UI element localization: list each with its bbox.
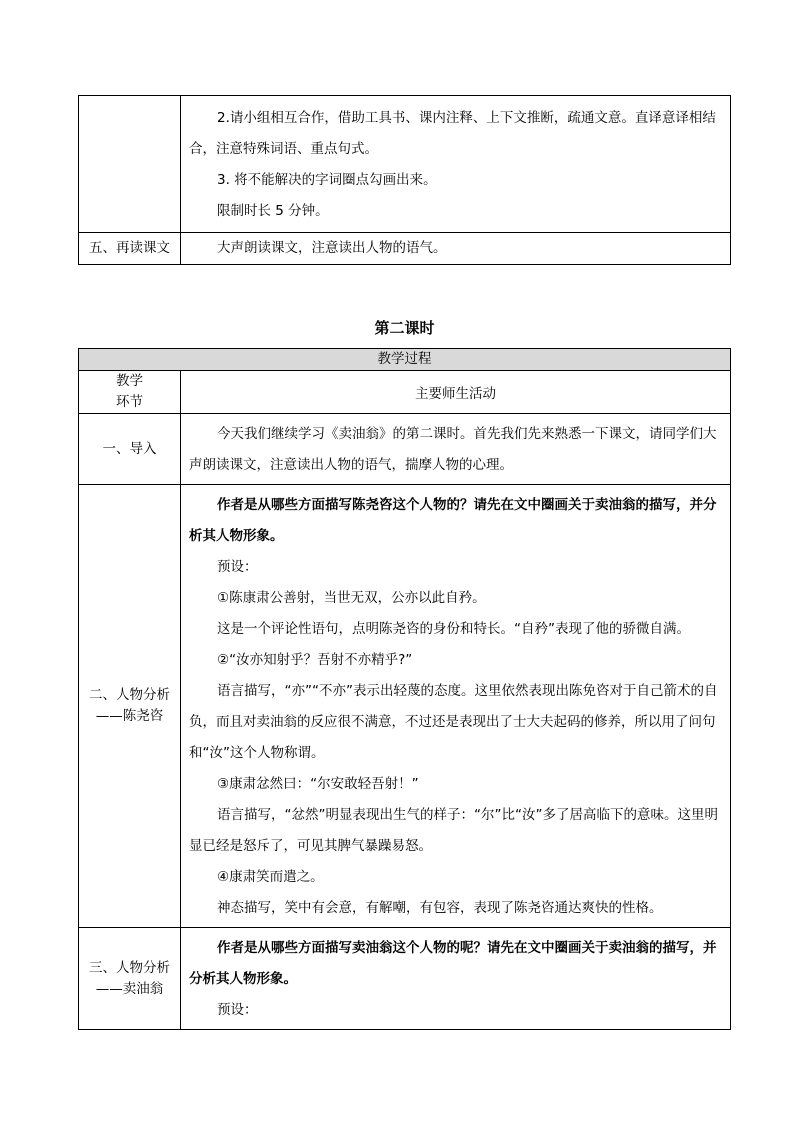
- header-stage-line: 教学: [116, 373, 143, 389]
- activity-cell: [181, 485, 731, 928]
- paragraph: 限制时长 5 分钟。: [217, 203, 329, 219]
- activity-cell: [181, 414, 731, 485]
- stage-label: [79, 928, 181, 1030]
- band-title: 教学过程: [79, 349, 731, 371]
- stage-label: 五、再读课文: [79, 233, 181, 265]
- header-stage: [79, 371, 181, 414]
- stage-label-line: ——陈尧咨: [95, 708, 164, 724]
- activity-cell: [181, 233, 731, 265]
- preset-label: 预设：: [217, 559, 258, 575]
- table-row: [79, 96, 731, 233]
- question: 作者是从哪些方面描写陈尧咨这个人物的？请先在文中圈画关于卖油翁的描写，并分析其人物形象。: [189, 497, 717, 544]
- header-activities: 主要师生活动: [181, 371, 731, 414]
- paragraph: 今天我们继续学习《卖油翁》的第二课时。首先我们先来熟悉一下课文，请同学们大声朗读课文，注意读出人物的语气，揣摩人物的心理。: [189, 426, 717, 473]
- stage-cell-empty: [79, 96, 181, 233]
- paragraph: 3. 将不能解决的字词圈点勾画出来。: [217, 172, 437, 188]
- paragraph: 这是一个评论性语句，点明陈尧咨的身份和特长。“自矜”表现了他的骄微自满。: [217, 621, 690, 637]
- table-row: [79, 928, 731, 1030]
- paragraph: ④康肃笑而遣之。: [217, 869, 324, 885]
- stage-label: 一、导入: [79, 414, 181, 485]
- paragraph: 2.请小组相互合作，借助工具书、课内注释、上下文推断，疏通文意。直译意译相结合，注意特殊词语、重点句式。: [189, 110, 716, 157]
- lesson-table-part2: [78, 348, 731, 1030]
- table-row: [79, 233, 731, 265]
- table-row: [79, 414, 731, 485]
- lesson-table-part1: [78, 95, 731, 265]
- section-title: 第二课时: [374, 319, 435, 337]
- table-header-row: [79, 371, 731, 414]
- paragraph: 语言描写，“忿然”明显表现出生气的样子：“尔”比“汝”多了居高临下的意味。这里明显已经是怒斥了，可见其脾气暴躁易怒。: [189, 807, 718, 854]
- paragraph: 语言描写，“亦”“不亦”表示出轻蔑的态度。这里依然表现出陈免咨对于自己箭术的自负，而且对卖油翁的反应很不满意，不过还是表现出了士大夫起码的修养，所以用了问句和“汝”这个人物称谓。: [189, 683, 718, 761]
- paragraph: 神态描写，笑中有会意，有解嘲，有包容，表现了陈尧咨通达爽快的性格。: [217, 900, 663, 916]
- header-stage-line: 环节: [116, 394, 143, 410]
- table-row: [79, 485, 731, 928]
- paragraph: ②“汝亦知射乎？吾射不亦精乎?”: [217, 652, 413, 668]
- table-band-row: [79, 349, 731, 371]
- paragraph: 大声朗读课文，注意读出人物的语气。: [217, 240, 447, 256]
- preset-label: 预设：: [217, 1002, 258, 1018]
- question: 作者是从哪些方面描写卖油翁这个人物的呢？请先在文中圈画关于卖油翁的描写，并分析其人物形象。: [189, 940, 717, 987]
- activity-cell: [181, 96, 731, 233]
- stage-label-line: 三、人物分析: [89, 959, 170, 976]
- stage-label-line: 二、人物分析: [89, 687, 170, 703]
- stage-label: [79, 485, 181, 928]
- stage-label-line: ——卖油翁: [95, 980, 164, 997]
- activity-cell: [181, 928, 731, 1030]
- paragraph: ③康肃忿然曰：“尔安敢轻吾射！”: [217, 776, 419, 792]
- paragraph: ①陈康肃公善射，当世无双，公亦以此自矜。: [217, 590, 486, 606]
